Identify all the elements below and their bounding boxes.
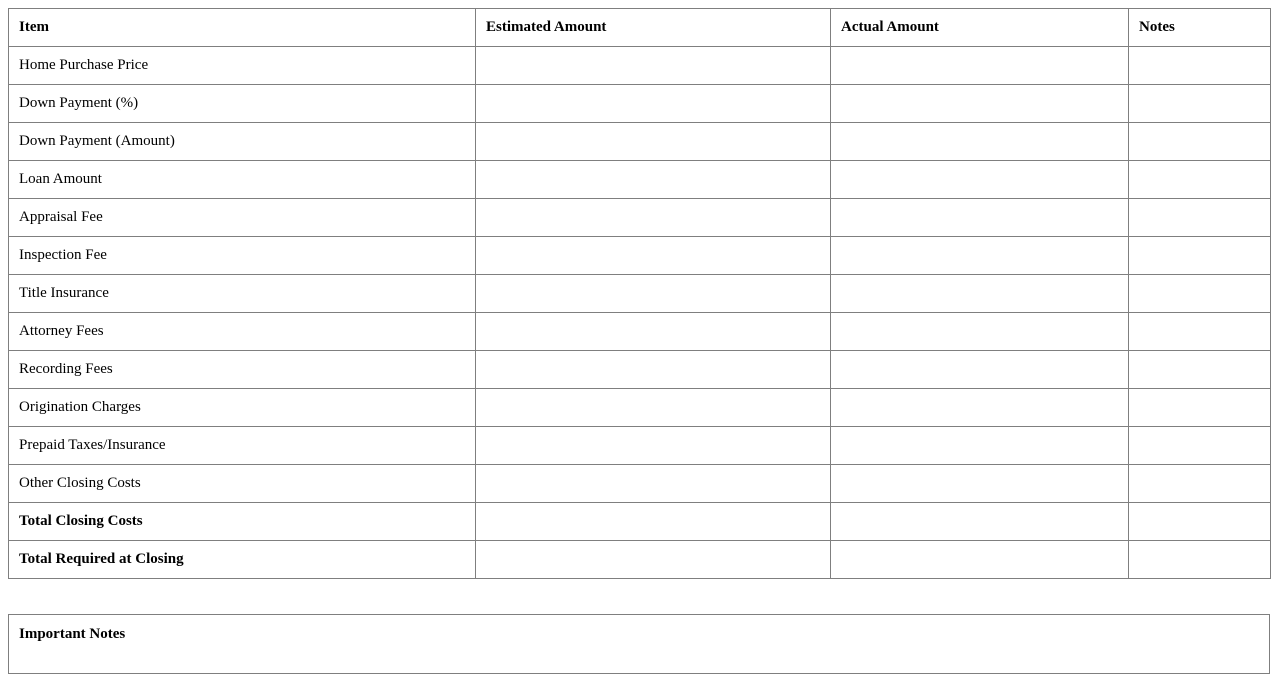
estimated-amount-cell[interactable] <box>476 389 831 427</box>
estimated-amount-cell[interactable] <box>476 503 831 541</box>
item-label: Recording Fees <box>9 351 476 389</box>
actual-amount-cell[interactable] <box>831 427 1129 465</box>
actual-amount-cell[interactable] <box>831 199 1129 237</box>
actual-amount-cell[interactable] <box>831 351 1129 389</box>
item-label: Appraisal Fee <box>9 199 476 237</box>
estimated-amount-cell[interactable] <box>476 427 831 465</box>
item-label: Title Insurance <box>9 275 476 313</box>
item-label: Home Purchase Price <box>9 47 476 85</box>
estimated-amount-cell[interactable] <box>476 47 831 85</box>
table-row <box>9 313 1271 351</box>
notes-cell[interactable] <box>1129 199 1271 237</box>
actual-amount-cell[interactable] <box>831 85 1129 123</box>
item-label: Attorney Fees <box>9 313 476 351</box>
estimated-amount-cell[interactable] <box>476 465 831 503</box>
notes-cell[interactable] <box>1129 313 1271 351</box>
table-row <box>9 85 1271 123</box>
notes-cell[interactable] <box>1129 389 1271 427</box>
table-row <box>9 123 1271 161</box>
table-row <box>9 199 1271 237</box>
notes-cell[interactable] <box>1129 465 1271 503</box>
column-header-notes: Notes <box>1129 9 1271 47</box>
actual-amount-cell[interactable] <box>831 47 1129 85</box>
actual-amount-cell[interactable] <box>831 237 1129 275</box>
estimated-amount-cell[interactable] <box>476 161 831 199</box>
item-label: Total Required at Closing <box>9 541 476 579</box>
closing-costs-table <box>8 8 1271 579</box>
table-row <box>9 465 1271 503</box>
table-row <box>9 47 1271 85</box>
notes-cell[interactable] <box>1129 503 1271 541</box>
estimated-amount-cell[interactable] <box>476 199 831 237</box>
actual-amount-cell[interactable] <box>831 275 1129 313</box>
estimated-amount-cell[interactable] <box>476 275 831 313</box>
item-label: Down Payment (%) <box>9 85 476 123</box>
item-label: Total Closing Costs <box>9 503 476 541</box>
notes-cell[interactable] <box>1129 123 1271 161</box>
notes-cell[interactable] <box>1129 427 1271 465</box>
table-header-row <box>9 9 1271 47</box>
table-row <box>9 237 1271 275</box>
notes-cell[interactable] <box>1129 541 1271 579</box>
table-row <box>9 275 1271 313</box>
item-label: Loan Amount <box>9 161 476 199</box>
notes-cell[interactable] <box>1129 351 1271 389</box>
notes-cell[interactable] <box>1129 275 1271 313</box>
actual-amount-cell[interactable] <box>831 313 1129 351</box>
table-row <box>9 351 1271 389</box>
actual-amount-cell[interactable] <box>831 123 1129 161</box>
column-header-estimated-amount: Estimated Amount <box>476 9 831 47</box>
notes-cell[interactable] <box>1129 85 1271 123</box>
notes-cell[interactable] <box>1129 161 1271 199</box>
actual-amount-cell[interactable] <box>831 161 1129 199</box>
table-row <box>9 389 1271 427</box>
item-label: Prepaid Taxes/Insurance <box>9 427 476 465</box>
estimated-amount-cell[interactable] <box>476 351 831 389</box>
important-notes-title: Important Notes <box>19 626 126 642</box>
actual-amount-cell[interactable] <box>831 465 1129 503</box>
estimated-amount-cell[interactable] <box>476 541 831 579</box>
item-label: Origination Charges <box>9 389 476 427</box>
table-row <box>9 161 1271 199</box>
estimated-amount-cell[interactable] <box>476 313 831 351</box>
item-label: Other Closing Costs <box>9 465 476 503</box>
table-row <box>9 503 1271 541</box>
actual-amount-cell[interactable] <box>831 389 1129 427</box>
table-row <box>9 541 1271 579</box>
notes-cell[interactable] <box>1129 237 1271 275</box>
column-header-item: Item <box>9 9 476 47</box>
item-label: Inspection Fee <box>9 237 476 275</box>
actual-amount-cell[interactable] <box>831 541 1129 579</box>
important-notes-section <box>8 614 1270 674</box>
estimated-amount-cell[interactable] <box>476 237 831 275</box>
column-header-actual-amount: Actual Amount <box>831 9 1129 47</box>
notes-cell[interactable] <box>1129 47 1271 85</box>
table-row <box>9 427 1271 465</box>
item-label: Down Payment (Amount) <box>9 123 476 161</box>
estimated-amount-cell[interactable] <box>476 123 831 161</box>
actual-amount-cell[interactable] <box>831 503 1129 541</box>
table-body <box>9 47 1271 579</box>
estimated-amount-cell[interactable] <box>476 85 831 123</box>
